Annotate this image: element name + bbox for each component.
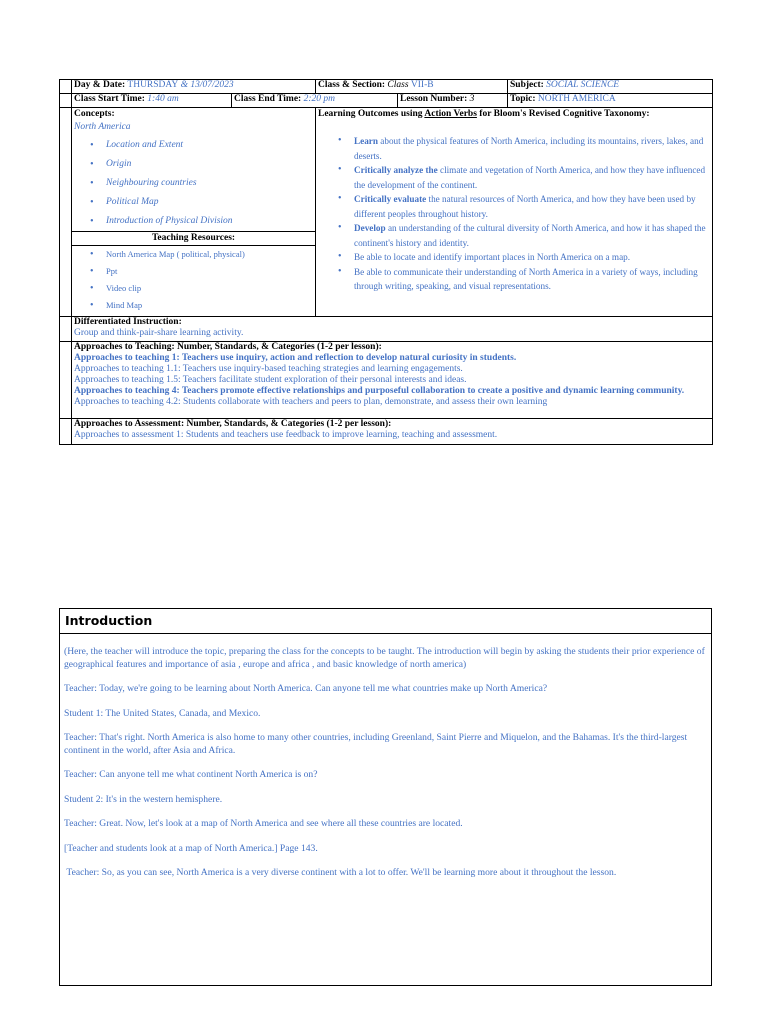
topic-value: NORTH AMERICA — [535, 94, 616, 104]
concepts-intro: North America — [74, 122, 131, 132]
introduction-body — [60, 634, 711, 880]
approaches-teaching-title: Approaches to Teaching: Number, Standards, & Categories (1-2 per lesson): — [74, 342, 382, 352]
topic-cell — [508, 94, 713, 108]
outcome-item — [318, 163, 710, 192]
start-time-label: Class Start Time: — [74, 94, 145, 104]
outcomes-title-pre: Learning Outcomes using — [318, 109, 425, 119]
resource-item: • Mind Map — [72, 297, 315, 314]
approach-line: Approaches to teaching 1.5: Teachers facilitate student exploration of their personal interests and ideas. — [74, 375, 467, 385]
day-date-cell — [72, 80, 316, 94]
day-date-label: Day & Date: — [74, 80, 126, 90]
approaches-assessment-cell — [72, 419, 713, 445]
outcome-text: an understanding of the cultural diversity of North America, and how it has shaped the continent's history and identity. — [354, 223, 706, 248]
outcomes-title-action-verbs: Action Verbs — [424, 109, 477, 119]
class-section-label: Class & Section: — [318, 80, 386, 90]
concepts-list — [72, 136, 315, 231]
outcome-item — [318, 221, 710, 250]
outcome-verb: Develop — [354, 223, 386, 233]
introduction-title: Introduction — [60, 609, 711, 634]
outcome-verb: Critically evaluate — [354, 194, 427, 204]
resources-list — [72, 246, 315, 314]
approaches-assessment-text: Approaches to assessment 1: Students and teachers use feedback to improve learning, teaching and assessment. — [74, 430, 498, 440]
introduction-box — [59, 608, 712, 986]
topic-label: Topic: — [510, 94, 536, 104]
outcome-text: about the physical features of North America, including its mountains, rivers, lakes, and deserts. — [354, 136, 704, 161]
subject-label: Subject: — [510, 80, 544, 90]
approaches-teaching-cell — [72, 342, 713, 419]
outcome-text: Be able to locate and identify important places in North America on a map. — [354, 252, 631, 262]
introduction-paragraph: Teacher: That's right. North America is also home to many other countries, including Greenland, Saint Pierre and Miquelon, and the Bahamas. It's the third-largest continent in the world, after Asia and Africa. — [64, 732, 688, 756]
learning-outcomes-title — [318, 108, 710, 120]
margin-cell — [60, 317, 72, 342]
concepts-resources-cell — [72, 108, 316, 317]
introduction-paragraph: Teacher: Can anyone tell me what continent North America is on? — [64, 769, 318, 780]
introduction-paragraph: Teacher: Today, we're going to be learning about North America. Can anyone tell me what countries make up North America? — [64, 683, 548, 694]
outcome-item — [318, 250, 710, 265]
introduction-paragraph: Student 1: The United States, Canada, and Mexico. — [64, 707, 261, 719]
class-section-cell — [316, 80, 508, 94]
approach-line: Approaches to teaching 1: Teachers use inquiry, action and reflection to develop natural curiosity in students. — [74, 353, 517, 363]
margin-cell — [60, 342, 72, 419]
end-time-cell — [232, 94, 398, 108]
approaches-assessment-title: Approaches to Assessment: Number, Standards, & Categories (1-2 per lesson): — [74, 419, 392, 429]
introduction-paragraph: Teacher: Great. Now, let's look at a map of North America and see where all these countries are located. — [64, 818, 463, 829]
introduction-paragraph: Student 2: It's in the western hemisphere. — [64, 793, 223, 805]
outcome-text: the natural resources of North America, and how they have been used by different peoples throughout history. — [354, 194, 696, 219]
lesson-number-label: Lesson Number: — [400, 94, 468, 104]
lesson-number-value: 3 — [467, 94, 475, 104]
outcome-item — [318, 192, 710, 221]
differentiated-text: Group and think-pair-share learning activity. — [74, 328, 244, 338]
concept-item: • Introduction of Physical Division — [72, 212, 315, 231]
resource-item: • Ppt — [72, 263, 315, 280]
class-prefix: Class — [385, 80, 411, 90]
margin-cell — [60, 94, 72, 108]
resource-item: • Video clip — [72, 280, 315, 297]
concept-item: • Location and Extent — [72, 136, 315, 155]
margin-cell — [60, 80, 72, 94]
date-value: & 13/07/2023 — [178, 80, 234, 90]
start-time-cell — [72, 94, 232, 108]
outcome-item — [318, 265, 710, 294]
concept-item: • Neighbouring countries — [72, 174, 315, 193]
outcome-verb: Learn — [354, 136, 378, 146]
concept-item: • Political Map — [72, 193, 315, 212]
approach-line: Approaches to teaching 1.1: Teachers use inquiry-based teaching strategies and learning engagements. — [74, 364, 463, 374]
outcomes-title-post: for Bloom's Revised Cognitive Taxonomy: — [476, 109, 650, 119]
subject-value: SOCIAL SCIENCE — [543, 80, 620, 90]
resource-item: • North America Map ( political, physical) — [72, 246, 315, 263]
introduction-paragraph: [Teacher and students look at a map of North America.] Page 143. — [64, 842, 318, 854]
day-value: THURSDAY — [127, 80, 179, 90]
approach-line: Approaches to teaching 4: Teachers promote effective relationships and purposeful collaboration to create a positive and dynamic learning community. — [74, 386, 685, 396]
learning-outcomes-cell — [316, 108, 713, 317]
subject-cell — [508, 80, 713, 94]
outcome-text: climate and vegetation of North America, and how they have influenced the development of the continent. — [354, 165, 706, 190]
outcome-item — [318, 134, 710, 163]
class-value: VII-B — [410, 80, 434, 90]
end-time-value: 2:20 pm — [301, 94, 336, 104]
lesson-plan-table — [59, 79, 712, 464]
approach-line: Approaches to teaching 4.2: Students collaborate with teachers and peers to plan, demonstrate, and assess their own learning — [74, 397, 548, 407]
introduction-paragraph: Teacher: So, as you can see, North America is a very diverse continent with a lot to offer. We'll be learning more about it throughout the lesson. — [64, 867, 617, 878]
differentiated-instruction-cell — [72, 317, 713, 342]
concepts-title: Concepts: — [74, 109, 115, 119]
lesson-number-cell — [398, 94, 508, 108]
margin-cell — [60, 108, 72, 317]
end-time-label: Class End Time: — [234, 94, 302, 104]
outcome-verb: Critically analyze the — [354, 165, 438, 175]
differentiated-title: Differentiated Instruction: — [74, 317, 182, 327]
concept-item: • Origin — [72, 155, 315, 174]
introduction-paragraph: (Here, the teacher will introduce the topic, preparing the class for the concepts to be taught. The introduction will begin by asking the students their prior experience of geographical features and importance of asia , europe and africa , and basic knowledge of north america) — [64, 646, 705, 670]
start-time-value: 1:40 am — [144, 94, 179, 104]
teaching-resources-title: Teaching Resources: — [72, 231, 315, 246]
margin-cell — [60, 419, 72, 445]
outcome-text: Be able to communicate their understanding of North America in a variety of ways, including through writing, speaking, and visual representations. — [354, 266, 698, 291]
learning-outcomes-list — [318, 134, 710, 294]
